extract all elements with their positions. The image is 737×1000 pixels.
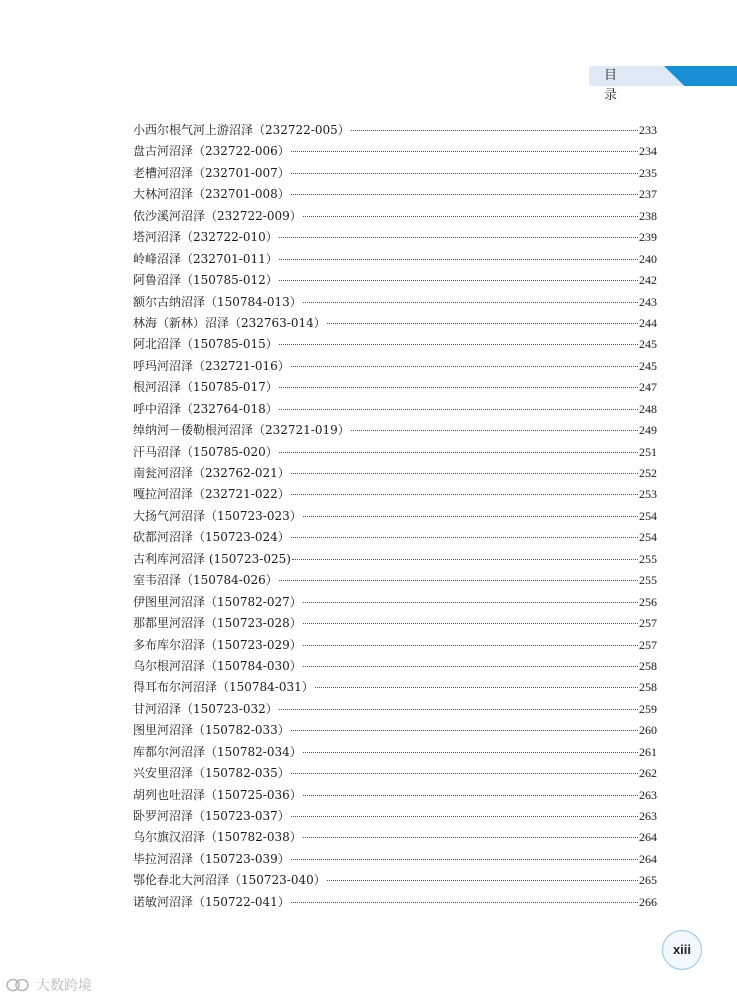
toc-dot-leader [351, 130, 638, 131]
toc-entry[interactable] [133, 785, 657, 806]
toc-entry[interactable] [133, 806, 657, 827]
toc-entry-title: 阿鲁沼泽（150785-012） [133, 273, 278, 288]
toc-entry[interactable] [133, 527, 657, 548]
toc-entry-title: 小西尔根气河上游沼泽（232722-005） [133, 123, 350, 137]
toc-dot-leader [291, 151, 638, 152]
toc-entry-page: 255 [639, 573, 657, 588]
toc-entry-title: 南瓮河沼泽（232762-021） [133, 466, 290, 480]
toc-entry-page: 265 [639, 873, 657, 888]
toc-entry[interactable] [133, 334, 657, 355]
toc-entry-page: 237 [639, 187, 657, 202]
table-of-contents [133, 120, 657, 913]
toc-entry-title: 毕拉河沼泽（150723-039） [133, 851, 290, 866]
toc-entry-title: 乌尔旗汉沼泽（150782-038） [133, 830, 302, 845]
toc-dot-leader [303, 666, 638, 667]
toc-entry-title: 嘎拉河沼泽（232721-022） [133, 487, 290, 502]
toc-entry-page: 249 [639, 423, 657, 438]
toc-entry[interactable] [133, 120, 657, 141]
toc-dot-leader [303, 752, 638, 753]
toc-entry[interactable] [133, 356, 657, 377]
toc-entry-title: 伊图里河沼泽（150782-027） [133, 594, 302, 609]
toc-entry-page: 253 [639, 487, 657, 502]
toc-entry-title: 库都尔河沼泽（150782-034） [133, 744, 302, 759]
toc-entry-page: 239 [639, 230, 657, 245]
toc-entry[interactable] [133, 613, 657, 634]
toc-entry-title: 图里河沼泽（150782-033） [133, 723, 290, 738]
toc-entry-title: 甘河沼泽（150723-032） [133, 701, 278, 716]
toc-entry[interactable] [133, 270, 657, 291]
toc-entry[interactable] [133, 484, 657, 505]
toc-dot-leader [303, 516, 638, 517]
toc-entry[interactable] [133, 656, 657, 677]
toc-entry-title: 得耳布尔河沼泽（150784-031） [133, 680, 314, 695]
toc-entry-page: 255 [639, 551, 657, 566]
toc-entry[interactable] [133, 570, 657, 591]
toc-entry[interactable] [133, 635, 657, 656]
page-title: 目 录 [604, 68, 632, 103]
page-number: xiii [662, 930, 702, 970]
toc-dot-leader [327, 323, 638, 324]
toc-entry-title: 砍都河沼泽（150723-024） [133, 530, 290, 545]
toc-entry[interactable] [133, 827, 657, 848]
toc-entry[interactable] [133, 420, 657, 441]
toc-entry-page: 252 [639, 466, 657, 480]
toc-entry[interactable] [133, 249, 657, 270]
toc-dot-leader [291, 816, 638, 817]
toc-dot-leader [279, 580, 638, 581]
watermark-text: 大数跨境 [36, 978, 92, 994]
toc-entry[interactable] [133, 399, 657, 420]
toc-entry-page: 266 [639, 894, 657, 909]
toc-dot-leader [292, 559, 638, 560]
toc-entry[interactable] [133, 720, 657, 741]
toc-entry-page: 251 [639, 444, 657, 459]
toc-dot-leader [303, 602, 638, 603]
toc-entry-page: 263 [639, 809, 657, 823]
toc-entry-title: 大林河沼泽（232701-008） [133, 187, 290, 202]
toc-entry-page: 242 [639, 273, 657, 288]
toc-entry-page: 243 [639, 294, 657, 309]
toc-dot-leader [303, 216, 638, 217]
toc-entry-title: 阿北沼泽（150785-015） [133, 337, 278, 352]
toc-entry-page: 245 [639, 337, 657, 352]
toc-entry-page: 257 [639, 616, 657, 631]
toc-dot-leader [351, 430, 638, 431]
toc-dot-leader [279, 344, 638, 345]
toc-entry-title: 林海（新林）沼泽（232763-014） [133, 315, 326, 330]
toc-entry-page: 245 [639, 358, 657, 373]
toc-entry-title: 盘古河沼泽（232722-006） [133, 144, 290, 159]
toc-dot-leader [291, 537, 638, 538]
toc-entry-title: 呼玛河沼泽（232721-016） [133, 358, 290, 373]
toc-dot-leader [279, 259, 638, 260]
toc-entry-title: 根河沼泽（150785-017） [133, 380, 278, 395]
toc-entry-title: 汗马沼泽（150785-020） [133, 444, 278, 459]
toc-dot-leader [279, 237, 638, 238]
toc-entry-page: 234 [639, 144, 657, 159]
toc-dot-leader [303, 795, 638, 796]
toc-entry-page: 263 [639, 787, 657, 802]
toc-entry-title: 依沙溪河沼泽（232722-009） [133, 208, 302, 223]
toc-entry[interactable] [133, 292, 657, 313]
toc-entry-title: 卧罗河沼泽（150723-037） [133, 809, 290, 823]
toc-dot-leader [279, 452, 638, 453]
toc-entry-page: 260 [639, 723, 657, 738]
toc-entry-page: 257 [639, 637, 657, 652]
toc-entry-page: 256 [639, 594, 657, 609]
toc-entry-page: 238 [639, 208, 657, 223]
toc-entry[interactable] [133, 313, 657, 334]
toc-entry-page: 240 [639, 251, 657, 266]
toc-dot-leader [303, 837, 638, 838]
toc-entry-title: 呼中沼泽（232764-018） [133, 401, 278, 416]
toc-entry-page: 258 [639, 658, 657, 673]
toc-entry-title: 塔河沼泽（232722-010） [133, 230, 278, 245]
toc-entry[interactable] [133, 163, 657, 184]
toc-dot-leader [291, 859, 638, 860]
toc-entry[interactable] [133, 677, 657, 698]
toc-dot-leader [291, 366, 638, 367]
toc-entry-title: 胡列也吐沼泽（150725-036） [133, 787, 302, 802]
toc-entry[interactable] [133, 892, 657, 913]
watermark-logo-icon [6, 978, 32, 992]
toc-entry-title: 多布库尔沼泽（150723-029） [133, 637, 302, 652]
toc-entry[interactable] [133, 592, 657, 613]
toc-entry-page: 235 [639, 165, 657, 180]
toc-dot-leader [303, 645, 638, 646]
toc-dot-leader [279, 409, 638, 410]
toc-entry[interactable] [133, 206, 657, 227]
toc-entry-page: 262 [639, 766, 657, 781]
toc-entry[interactable] [133, 377, 657, 398]
toc-entry-page: 244 [639, 315, 657, 330]
toc-dot-leader [291, 473, 638, 474]
toc-entry[interactable] [133, 227, 657, 248]
toc-entry[interactable] [133, 549, 657, 570]
toc-dot-leader [327, 880, 638, 881]
toc-entry-title: 老槽河沼泽（232701-007） [133, 165, 290, 180]
toc-entry[interactable] [133, 763, 657, 784]
toc-entry-page: 259 [639, 701, 657, 716]
toc-dot-leader [303, 302, 638, 303]
toc-dot-leader [279, 709, 638, 710]
toc-dot-leader [291, 173, 638, 174]
toc-dot-leader [315, 687, 638, 688]
toc-dot-leader [291, 773, 638, 774]
toc-entry-page: 254 [639, 508, 657, 523]
toc-entry-title: 大扬气河沼泽（150723-023） [133, 508, 302, 523]
toc-entry[interactable] [133, 442, 657, 463]
toc-entry-title: 古利库河沼泽 (150723-025) [133, 551, 291, 566]
toc-entry[interactable] [133, 849, 657, 870]
toc-entry-title: 岭峰沼泽（232701-011） [133, 251, 278, 266]
toc-entry[interactable] [133, 699, 657, 720]
toc-entry-page: 258 [639, 680, 657, 695]
toc-entry-title: 额尔古纳沼泽（150784-013） [133, 294, 302, 309]
toc-entry-page: 233 [639, 123, 657, 137]
toc-entry-page: 261 [639, 744, 657, 759]
toc-dot-leader [291, 902, 638, 903]
toc-entry[interactable] [133, 184, 657, 205]
toc-entry[interactable] [133, 870, 657, 891]
toc-dot-leader [291, 730, 638, 731]
toc-entry-page: 254 [639, 530, 657, 545]
toc-entry-page: 248 [639, 401, 657, 416]
toc-entry[interactable] [133, 742, 657, 763]
toc-entry-title: 诺敏河沼泽（150722-041） [133, 894, 290, 909]
watermark [6, 975, 92, 995]
toc-entry-page: 264 [639, 830, 657, 845]
toc-entry[interactable] [133, 141, 657, 162]
toc-dot-leader [279, 387, 638, 388]
toc-dot-leader [279, 280, 638, 281]
toc-entry[interactable] [133, 506, 657, 527]
toc-dot-leader [303, 623, 638, 624]
toc-entry-page: 247 [639, 380, 657, 395]
toc-entry-page: 264 [639, 851, 657, 866]
toc-dot-leader [291, 494, 638, 495]
toc-entry-title: 兴安里沼泽（150782-035） [133, 766, 290, 781]
toc-entry-title: 乌尔根河沼泽（150784-030） [133, 658, 302, 673]
toc-entry-title: 室韦沼泽（150784-026） [133, 573, 278, 588]
toc-entry-title: 鄂伦春北大河沼泽（150723-040） [133, 873, 326, 888]
toc-dot-leader [291, 194, 638, 195]
toc-entry-title: 绰纳河－倭勒根河沼泽（232721-019） [133, 423, 350, 438]
toc-entry[interactable] [133, 463, 657, 484]
toc-entry-title: 那都里河沼泽（150723-028） [133, 616, 302, 631]
